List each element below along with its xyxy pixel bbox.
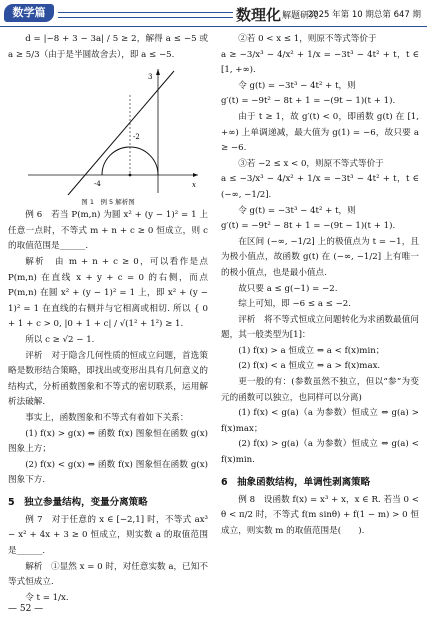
tick-label-3: 3 — [148, 73, 153, 82]
center-point — [129, 174, 132, 177]
case-3: ③若 −2 ≤ x < 0，则原不等式等价于 — [238, 158, 384, 169]
type-1: (1) f(x) > a 恒成立 ⇔ a < f(x)min； — [238, 345, 385, 356]
y-axis-arrow-icon — [156, 69, 160, 75]
case-2: ②若 0 < x ≤ 1，则原不等式等价于 — [238, 34, 377, 44]
header-divider — [0, 26, 427, 27]
tick-label-neg4: -4 — [94, 180, 101, 189]
section-heading-5: 5 独立参量结构，变量分离策略 — [8, 496, 148, 508]
page-number: — 52 — — [8, 604, 44, 614]
relation-1: (1) f(x) > g(x) ⇔ 函数 f(x) 图象恒在函数 g(x) 图象上方； — [8, 428, 208, 455]
example-7: 例 7 对于任意的 x ∈ [−2,1] 时，不等式 ax³ − x² + 4x + 3 ≥ 0 恒成立，则实数 a 的取值范围是______. — [8, 514, 208, 557]
relation-2: (2) f(x) < g(x) ⇔ 函数 f(x) 图象恒在函数 g(x) 图象下方. — [8, 459, 208, 486]
right-column — [221, 32, 419, 539]
paragraph: 事实上，函数图象和不等式有着如下关系： — [25, 412, 189, 423]
commentary-7: 评析 将不等式恒成立问题转化为求函数最值问题，其一般类型为[1]： — [221, 314, 419, 341]
section-logo: 数学篇 — [4, 4, 54, 22]
paragraph: d = |−8 + 3 − 3a| / 5 ≥ 2，解得 a ≤ −5 或 a ≥ 5/3（由于是半圆故舍去），即 a ≤ −5. — [8, 34, 208, 60]
axis-label-x: x — [192, 181, 196, 190]
x-axis-arrow-icon — [193, 173, 198, 177]
conclusion: 综上可知，即 −6 ≤ a ≤ −2. — [238, 299, 352, 310]
left-column — [8, 32, 208, 606]
general-2: (2) f(x) > g(a)（a 为参数）恒成立 ⇔ g(a) < f(x)min. — [221, 439, 419, 466]
paragraph: 在区间 (−∞, −1/2] 上的极值点为 t = −1，且为极小值点，故函数 g(t) 在 (−∞, −1/2] 上有唯一的极小值点，也是最小值点. — [221, 236, 419, 278]
formula: g′(t) = −9t² − 8t + 1 = −(9t − 1)(t + 1). — [221, 96, 396, 107]
solution-6: 解析 由 m + n + c ≥ 0，可以看作是点 P(m,n) 在直线 x + y + c = 0 的右侧，而点 P(m,n) 在圆 x² + (y − 1)² = 1 上，即 x² + (y − 1)² = 1 在直线的右侧并与它相离或相切. 所以 { 0 + 1 + c > 0, |0 + 1 + c| / √(1² + 1²) ≥ 1. — [8, 256, 208, 330]
general-1: (1) f(x) < g(a)（a 为参数）恒成立 ⇔ g(a) > f(x)max； — [221, 408, 419, 434]
commentary-6: 评析 对于隐含几何性质的恒成立问题，首选策略是数形结合策略，即找出或变形出具有几何意义的结构式，分析函数图象和不等式的密切联系，运用解析法破解. — [8, 350, 208, 408]
paragraph: 由于 t ≥ 1，故 g′(t) < 0，即函数 g(t) 在 [1, +∞) 上单调递减，最大值为 g(1) = −6，故只要 a ≥ −6. — [221, 111, 419, 154]
result-6: 所以 c ≥ √2 − 1. — [25, 334, 95, 345]
solution-7: 解析 ①显然 x = 0 时，对任意实数 a，已知不等式恒成立. — [8, 561, 208, 588]
section-heading-6: 6 抽象函数结构，单调性剥离策略 — [221, 476, 371, 488]
issue-info: 2025 年第 10 期总第 647 期 — [307, 10, 421, 20]
figure-caption: 图 1 例 5 解析图 — [81, 198, 135, 207]
example-5-figure — [8, 65, 208, 197]
paragraph: 故只要 a ≤ g(−1) = −2. — [238, 283, 338, 294]
journal-subtitle: 解题研究 — [282, 11, 319, 21]
paragraph: 令 g(t) = −3t³ − 4t² + t，则 — [238, 80, 356, 91]
example-6: 例 6 若当 P(m,n) 为圆 x² + (y − 1)² = 1 上任意一点时，不等式 m + n + c ≥ 0 恒成立，则 c 的取值范围是______. — [8, 210, 208, 252]
formula: g′(t) = −9t² − 8t + 1 = −(9t − 1)(t + 1). — [221, 221, 396, 232]
example-8: 例 8 设函数 f(x) = x³ + x，x ∈ R. 若当 0 < θ < π/2 时，不等式 f(m sinθ) + f(1 − m) > 0 恒成立，则实数 m 的取值范围是( ). — [221, 494, 419, 536]
paragraph: 令 g(t) = −3t³ − 4t² + t，则 — [238, 205, 356, 216]
page-header — [0, 0, 427, 28]
formula: a ≥ −3/x³ − 4/x² + 1/x = −3t³ − 4t² + t，t ∈ [1, +∞). — [221, 49, 419, 76]
header-rule — [58, 12, 233, 18]
tick-label-neg2: -2 — [133, 133, 140, 142]
substitution: 令 t = 1/x. — [25, 592, 69, 603]
journal-brand: 数理化 — [236, 6, 282, 24]
type-2: (2) f(x) < a 恒成立 ⇔ a > f(x)max. — [238, 361, 381, 372]
formula: a ≤ −3/x³ − 4/x² + 1/x = −3t³ − 4t² + t，t ∈ (−∞, −1/2]. — [221, 174, 419, 200]
paragraph: 更一般的有：(参数虽然不独立，但以“参”为变元的函数可以独立，也同样可以分离) — [221, 377, 419, 403]
